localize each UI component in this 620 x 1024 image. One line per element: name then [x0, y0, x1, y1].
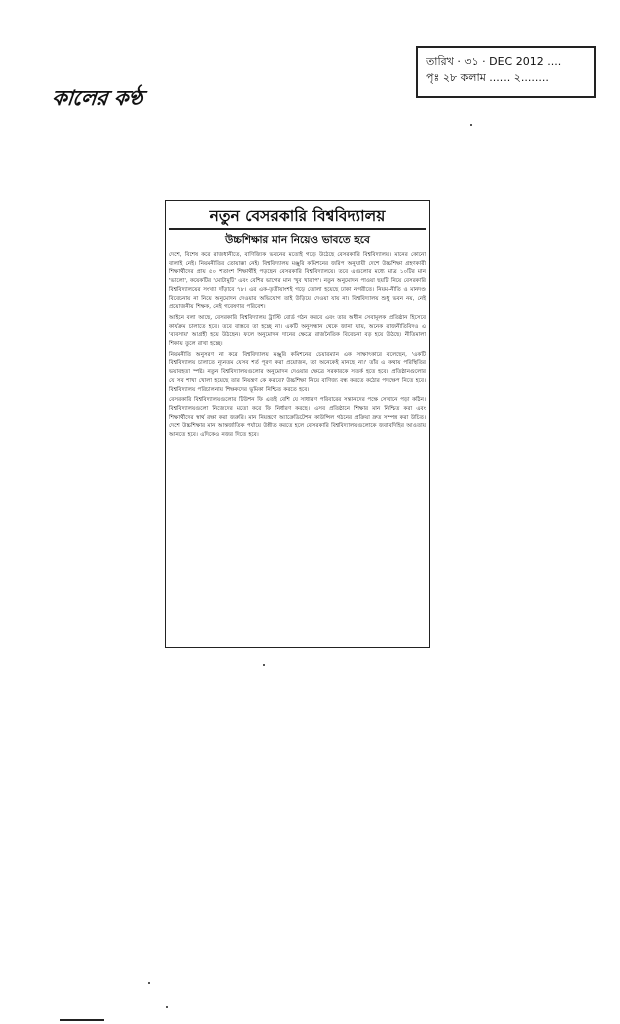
- scan-speck: [148, 982, 150, 984]
- article-paragraph: বেসরকারি বিশ্ববিদ্যালয়গুলোর টিউশন ফি এতই বেশি যে সাধারণ পরিবারের সন্তানদের পক্ষে সেখানে পড়া কঠিন। বিশ্ববিদ্যালয়গুলো নিজেদের মতো করে ফি নির্ধারণ করছে। এসব প্রতিষ্ঠানে শিক্ষার মান নিশ্চিত করা এবং শিক্ষার্থীদের স্বার্থ রক্ষা করা জরুরি। মান নিয়ন্ত্রণে অ্যাক্রেডিটেশন কাউন্সিল গঠনের প্রক্রিয়া দ্রুত সম্পন্ন করা উচিত। দেশে উচ্চশিক্ষার মান আন্তর্জাতিক পর্যায়ে উন্নীত করতে হলে বেসরকারি বিশ্ববিদ্যালয়গুলোকে জবাবদিহির আওতায় আনতে হবে। এদিকেও নজর দিতে হবে।: [169, 397, 426, 439]
- scan-speck: [263, 664, 265, 666]
- stamp-page-column: পৃঃ ২৮ কলাম ...... ২........: [426, 71, 549, 84]
- news-clipping: [165, 200, 430, 648]
- newspaper-name: কালের কণ্ঠ: [50, 85, 144, 110]
- bottom-edge-mark: [60, 1019, 104, 1021]
- article-subheadline: উচ্চশিক্ষার মান নিয়েও ভাবতে হবে: [225, 234, 370, 246]
- article-headline: নতুন বেসরকারি বিশ্ববিদ্যালয়: [169, 205, 426, 230]
- article-paragraph: দেশে, বিশেষ করে রাজধানীতে, বাণিজ্যিক ভবনের মতোই গড়ে উঠেছে বেসরকারি বিশ্ববিদ্যালয়। মানের কোনো বালাই নেই। নিয়মনীতির তোয়াক্কা নেই। বিশ্ববিদ্যালয় মঞ্জুরি কমিশনের জরিপ অনুযায়ী দেশে উচ্চশিক্ষা গ্রহণকারী শিক্ষার্থীদের প্রায় ৫০ শতাংশ শিক্ষার্থীই পড়ছেন বেসরকারি বিশ্ববিদ্যালয়ে। তবে এগুলোর মধ্যে মাত্র ১০টির মান 'ভালো', কয়েকটির 'মোটামুটি' এবং বেশির ভাগের মান 'খুব খারাপ'। নতুন অনুমোদন পাওয়া ছয়টি নিয়ে বেসরকারি বিশ্ববিদ্যালয়ের সংখ্যা দাঁড়াবে ৭৮। এর এক-তৃতীয়াংশই গড়ে তোলা হয়েছে ঢাকা নগরীতে। নিয়ম-নীতি ও মানদণ্ড বিবেচনায় না নিয়ে অনুমোদন দেওয়ার অভিযোগ তাই উড়িয়ে দেওয়া যায় না। বিশ্ববিদ্যালয় শুধু ভবন নয়, নেই প্রয়োজনীয় শিক্ষক, নেই গবেষণার পরিবেশ।: [169, 252, 426, 311]
- scan-speck: [470, 124, 472, 126]
- clipping-date-stamp: [416, 46, 596, 98]
- article-paragraph: আইনে বলা আছে, বেসরকারি বিশ্ববিদ্যালয় ট্রাস্টি বোর্ড গঠন করবে এবং তার অধীন সেবামূলক প্রতিষ্ঠান হিসেবে কার্যক্রম চালাতে হবে। তবে বাস্তবে তা হচ্ছে না। একটি অনুসন্ধান থেকে জানা যায়, অনেক রাজনীতিবিদও এ 'ব্যবসায়' আগ্রহী হয়ে উঠছেন। ফলে অনুমোদন দানের ক্ষেত্রে রাজনৈতিক বিবেচনা বড় হয়ে উঠছে। নীতিমালা শিকায় তুলে রাখা হচ্ছে।: [169, 314, 426, 348]
- article-paragraph: নিয়মনীতি অনুসরণ না করে বিশ্ববিদ্যালয় মঞ্জুরি কমিশনের চেয়ারম্যান এক সাক্ষাৎকারে বলেছেন, 'একটি বিশ্ববিদ্যালয় চালাতে ন্যূনতম যেসব শর্ত পূরণ করা প্রয়োজন, তা অনেকেই মানছে না।' তাঁর এ কথায় পরিস্থিতির ভয়াবহতা স্পষ্ট। নতুন বিশ্ববিদ্যালয়গুলোর অনুমোদন দেওয়ার ক্ষেত্রে সরকারকে সতর্ক হতে হবে। প্রতিষ্ঠানগুলোর যে সব শাখা খোলা হয়েছে তার নিয়ন্ত্রণ কে করবে? উচ্চশিক্ষা নিয়ে বাণিজ্য বন্ধ করতে কঠোর পদক্ষেপ নিতে হবে। বিশ্ববিদ্যালয় পরিচালনায় শিক্ষকদের ভূমিকা নিশ্চিত করতে হবে।: [169, 351, 426, 393]
- stamp-date: তারিখ · ৩১ · DEC 2012 ....: [426, 55, 562, 68]
- scan-speck: [166, 1006, 168, 1008]
